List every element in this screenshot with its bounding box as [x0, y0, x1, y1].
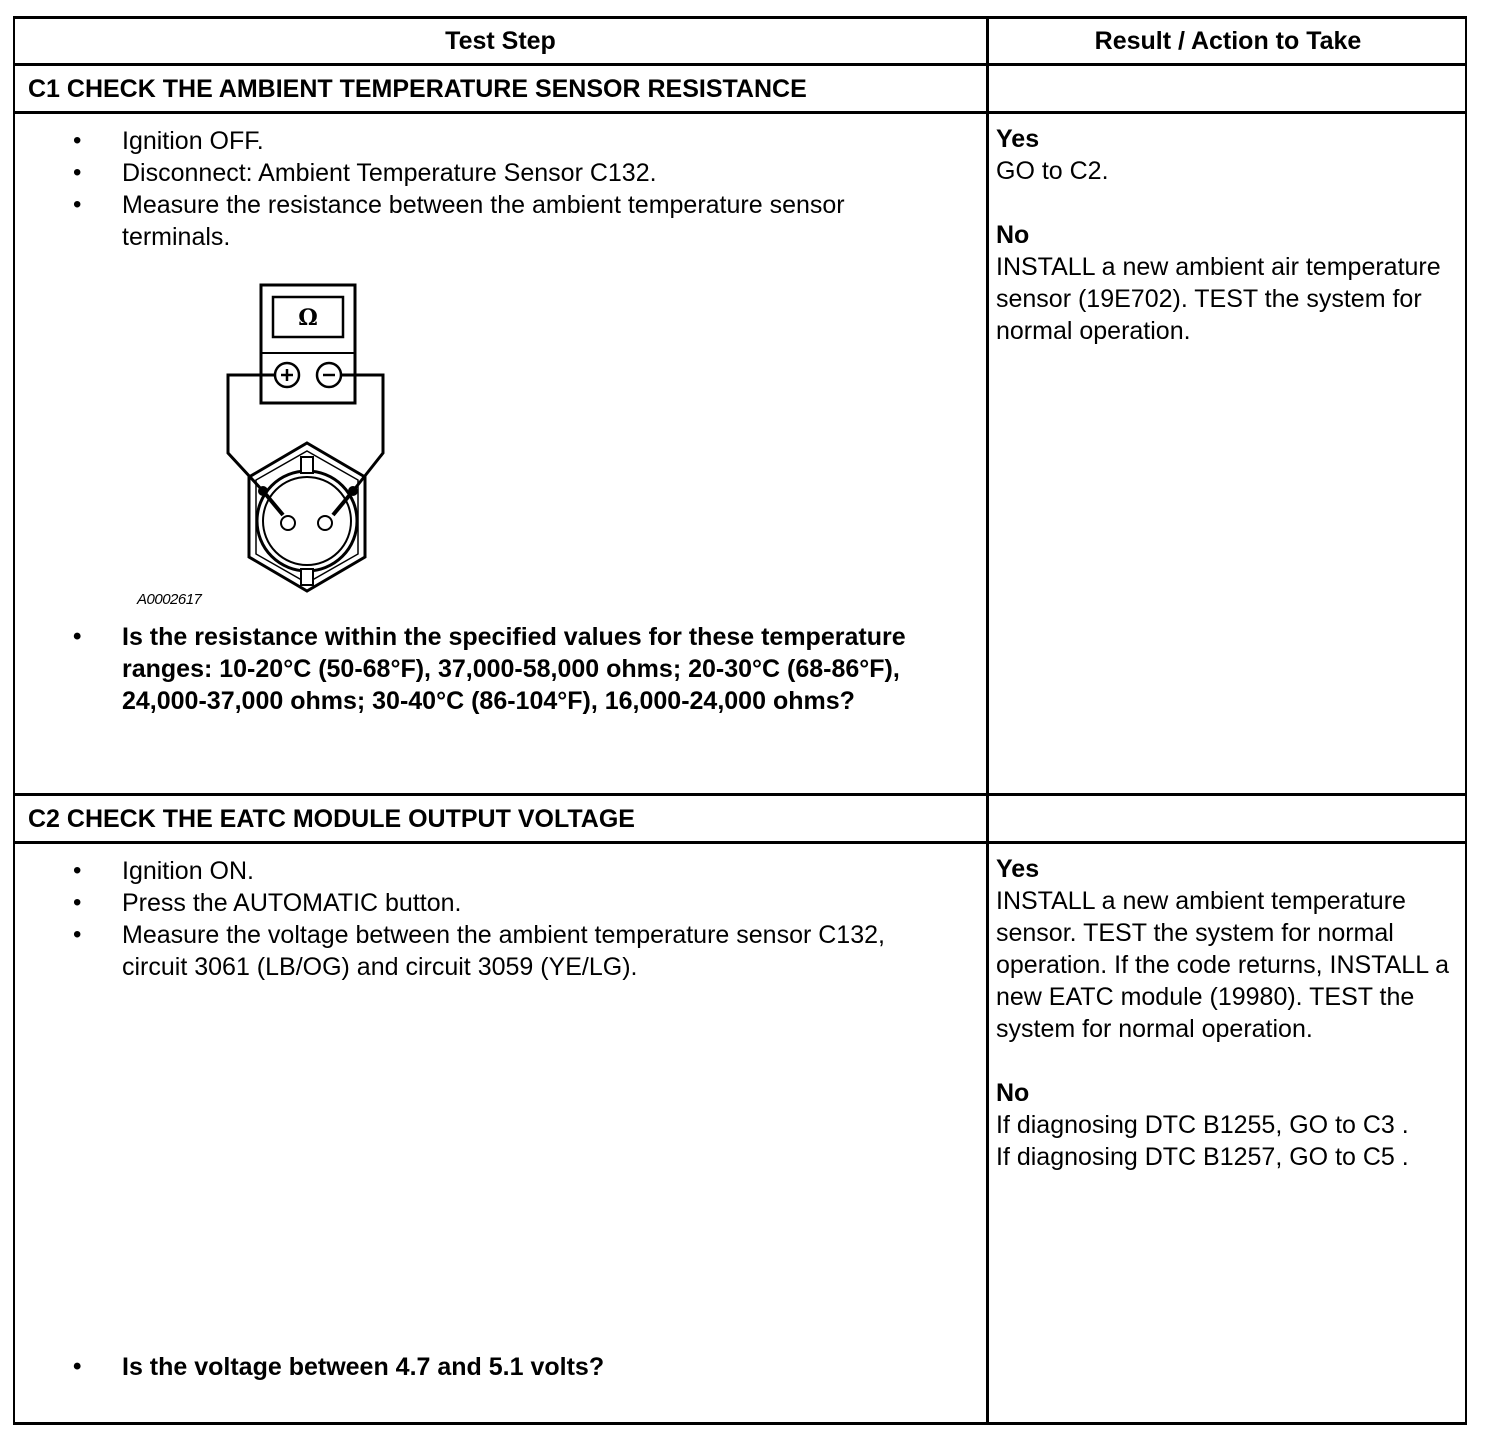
c1-no-text: INSTALL a new ambient air temperature sensor (19E702). TEST the system for normal operation. [996, 253, 1441, 345]
row-divider [15, 111, 1465, 114]
c2-no-line: If diagnosing DTC B1257, GO to C5 . [996, 1143, 1409, 1171]
c2-step: • Ignition ON. [75, 855, 955, 887]
c2-question: • Is the voltage between 4.7 and 5.1 volts? [75, 1351, 955, 1383]
column-divider [986, 19, 989, 1422]
ohm-symbol: Ω [298, 305, 318, 331]
row-divider [15, 63, 1465, 66]
c1-question-list [75, 621, 955, 717]
ohmmeter-sensor-diagram [125, 281, 425, 606]
ohmmeter-sensor-illustration [125, 281, 425, 601]
c2-step: • Press the AUTOMATIC button. [75, 887, 955, 919]
row-divider [15, 841, 1465, 844]
header-result-action: Result / Action to Take [1094, 27, 1362, 55]
c2-no-label: No [996, 1079, 1030, 1107]
figure-id: A0002617 [137, 591, 202, 608]
c1-step: • Disconnect: Ambient Temperature Sensor C132. [75, 157, 955, 189]
c2-title: C2 CHECK THE EATC MODULE OUTPUT VOLTAGE [28, 805, 635, 833]
c1-yes-label: Yes [996, 125, 1040, 153]
c1-title: C1 CHECK THE AMBIENT TEMPERATURE SENSOR RESISTANCE [28, 75, 807, 103]
c1-step: • Measure the resistance between the ambient temperature sensor terminals. [75, 189, 955, 253]
header-test-step: Test Step [445, 27, 556, 55]
c1-step: • Ignition OFF. [75, 125, 955, 157]
row-divider [15, 793, 1465, 796]
c1-steps-list [75, 125, 955, 253]
c2-step: • Measure the voltage between the ambient temperature sensor C132, circuit 3061 (LB/OG) and circuit 3059 (YE/LG). [75, 919, 955, 983]
c2-no-line: If diagnosing DTC B1255, GO to C3 . [996, 1111, 1409, 1139]
c2-steps-list [75, 855, 955, 983]
c2-question-list [75, 1351, 955, 1383]
c2-result [996, 853, 1466, 1173]
c1-yes-text: GO to C2. [996, 157, 1109, 185]
c1-question: • Is the resistance within the specified values for these temperature ranges: 10-20°C (50-68°F), 37,000-58,000 ohms; 20-30°C (68-86°F), 24,000-37,000 ohms; 30-40°C (86-104°F), 16,000-24,000 ohms? [75, 621, 955, 717]
c2-yes-text: INSTALL a new ambient temperature sensor. TEST the system for normal operation. If the code returns, INSTALL a new EATC module (19980). TEST the system for normal operation. [996, 887, 1450, 1043]
c1-no-label: No [996, 221, 1030, 249]
c1-result [996, 123, 1466, 347]
c2-yes-label: Yes [996, 855, 1040, 883]
diagnostic-table [13, 16, 1467, 1425]
